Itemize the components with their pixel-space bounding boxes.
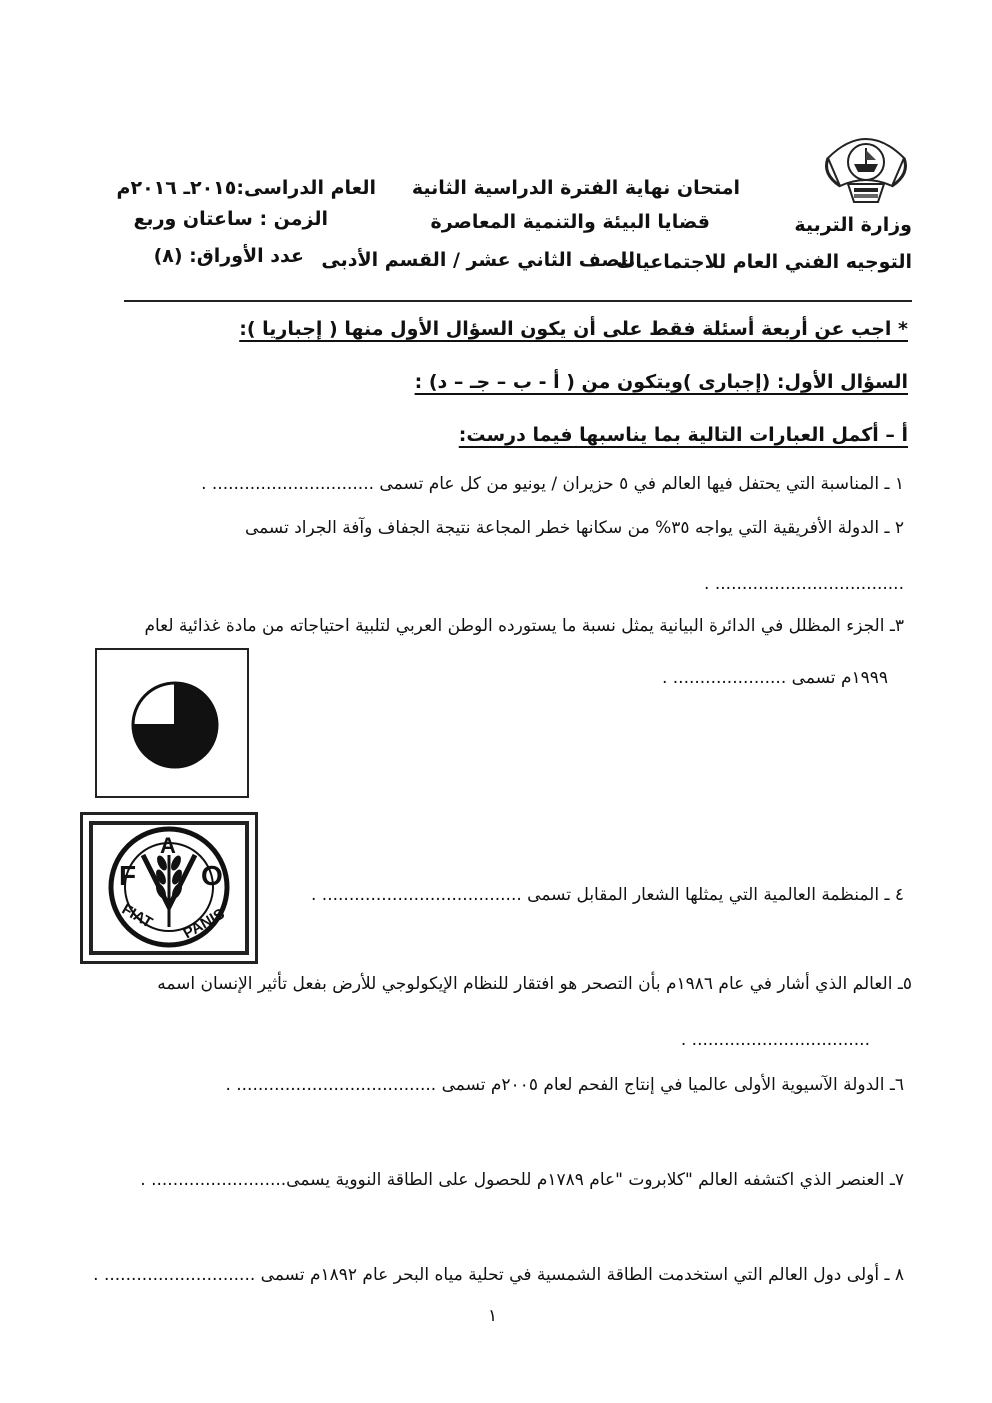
supervision-name: التوجيه الفني العام للاجتماعيات: [616, 251, 912, 273]
fao-letter-f: F: [119, 860, 137, 891]
question-3-line-2: ١٩٩٩م تسمى ..................... .: [661, 668, 888, 688]
question-2: ٢ ـ الدولة الأفريقية التي يواجه ٣٥% من سكانها خطر المجاعة نتيجة الجفاف وآفة الجراد تسمى: [244, 518, 904, 538]
question-1: ١ ـ المناسبة التي يحتفل فيها العالم في ٥ حزيران / يونيو من كل عام تسمى .............................. .: [201, 474, 904, 494]
header-divider: [124, 300, 912, 302]
question-5-line-1: ٥ـ العالم الذي أشار في عام ١٩٨٦م بأن التصحر هو افتقار للنظام الإيكولوجي للأرض بفعل تأثير الإنسان اسمه: [157, 974, 912, 994]
fao-letter-a: A: [160, 833, 176, 858]
subject-name: قضايا البيئة والتنمية المعاصرة: [430, 211, 710, 233]
kuwait-emblem-icon: [818, 128, 914, 206]
page-number: ١: [488, 1306, 498, 1326]
fao-letter-o: O: [201, 860, 223, 891]
question-3-line-1: ٣ـ الجزء المظلل في الدائرة البيانية يمثل نسبة ما يستورده الوطن العربي لتلبية احتياجاته من مادة غذائية لعام: [144, 616, 904, 636]
question-4: ٤ ـ المنظمة العالمية التي يمثلها الشعار المقابل تسمى ..................................... .: [311, 885, 904, 905]
question-5-blank: . .................................: [680, 1030, 870, 1050]
question-2-blank: . ...................................: [704, 574, 904, 594]
general-instruction: * اجب عن أربعة أسئلة فقط على أن يكون السؤال الأول منها ( إجباريا ):: [239, 318, 908, 340]
question-7: ٧ـ العنصر الذي اكتشفه العالم "كلابروت "عام ١٧٨٩م للحصول على الطاقة النووية يسمى......................... .: [140, 1170, 904, 1190]
fao-logo-figure: [80, 812, 258, 964]
question-one-title: السؤال الأول: (إجبارى )ويتكون من ( أ - ب – جـ – د) :: [414, 371, 908, 393]
grade-name: للصف الثاني عشر / القسم الأدبى: [321, 249, 635, 271]
fao-motto-panis: PANIS: [180, 905, 228, 943]
question-8: ٨ ـ أولى دول العالم التي استخدمت الطاقة الشمسية في تحلية مياه البحر عام ١٨٩٢م تسمى ............................ .: [93, 1265, 904, 1285]
pie-chart-figure: [95, 648, 249, 798]
academic-year: العام الدراسى:٢٠١٥ـ ٢٠١٦م: [116, 177, 376, 199]
part-a-title: أ – أكمل العبارات التالية بما يناسبها فيما درست:: [458, 424, 908, 446]
fao-motto-fiat: FIAT: [118, 900, 156, 932]
ministry-name: وزارة التربية: [794, 214, 912, 236]
question-6: ٦ـ الدولة الآسيوية الأولى عالميا في إنتاج الفحم لعام ٢٠٠٥م تسمى ..................................... .: [225, 1075, 904, 1095]
exam-title: امتحان نهاية الفترة الدراسية الثانية: [411, 177, 740, 199]
page-count: عدد الأوراق: (٨): [153, 245, 304, 267]
exam-time: الزمن : ساعتان وربع: [133, 208, 328, 230]
